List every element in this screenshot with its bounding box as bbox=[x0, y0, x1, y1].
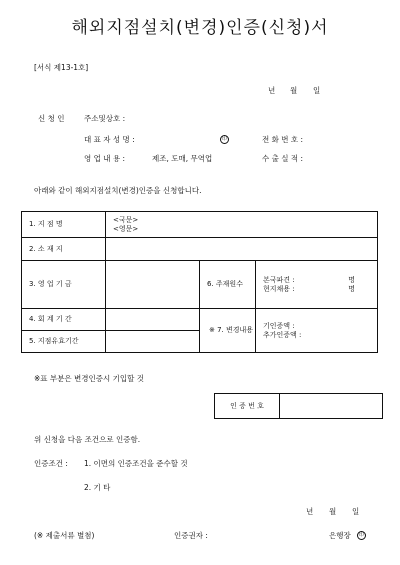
bottom-date-day-label: 일 bbox=[352, 507, 360, 516]
branch-name-label: 1. 지 점 명 bbox=[22, 212, 106, 238]
bottom-date-month-label: 월 bbox=[329, 507, 337, 516]
branch-name-field[interactable] bbox=[106, 212, 378, 238]
date-month-label: 월 bbox=[290, 86, 298, 95]
fiscal-period-field[interactable] bbox=[106, 309, 200, 331]
staff-field[interactable] bbox=[256, 261, 378, 309]
business-content-label: 영 업 내 용 : bbox=[84, 154, 126, 163]
date-day-label: 일 bbox=[313, 86, 321, 95]
representative-name-label: 대 표 자 성 명 : bbox=[84, 135, 135, 144]
form-number: [서식 제13-1호] bbox=[34, 63, 89, 72]
location-field[interactable] bbox=[106, 238, 378, 261]
validity-period-label: 5. 지점유효기간 bbox=[22, 331, 106, 353]
existing-amount-label: 기인증액 : bbox=[263, 321, 295, 330]
date-year-label: 년 bbox=[268, 86, 276, 95]
business-fund-field[interactable] bbox=[106, 261, 200, 309]
location-label: 2. 소 재 지 bbox=[22, 238, 106, 261]
change-detail-field[interactable] bbox=[256, 309, 378, 353]
validity-period-field[interactable] bbox=[106, 331, 200, 353]
change-detail-label: ※ 7. 변경내용 bbox=[200, 309, 256, 353]
applicant-label: 신 청 인 bbox=[38, 114, 65, 123]
document-title: 해외지점설치(변경)인증(신청)서 bbox=[71, 18, 329, 38]
branch-name-korean: <국문> bbox=[113, 215, 139, 224]
export-record-label: 수 출 실 적 : bbox=[262, 154, 304, 163]
authority-label: 인증권자 : bbox=[174, 531, 208, 540]
added-amount-label: 추가인증액 : bbox=[263, 330, 302, 339]
condition-2: 2. 기 타 bbox=[84, 483, 111, 492]
business-fund-label: 3. 영 업 기 금 bbox=[22, 261, 106, 309]
approval-text: 위 신청을 다음 조건으로 인증함. bbox=[34, 435, 141, 444]
dispatched-label: 본국파견 : bbox=[263, 275, 295, 284]
cert-number-field[interactable] bbox=[280, 394, 383, 419]
local-hired-unit: 명 bbox=[348, 284, 355, 293]
conditions-label: 인증조건 : bbox=[34, 459, 68, 468]
bank-manager-seal: 印 bbox=[358, 532, 364, 538]
cert-number-box bbox=[214, 393, 383, 419]
fiscal-period-label: 4. 회 계 기 간 bbox=[22, 309, 106, 331]
branch-name-english: <영문> bbox=[113, 224, 139, 233]
phone-label: 전 화 번 호 : bbox=[262, 135, 304, 144]
business-content-value: 제조, 도매, 무역업 bbox=[152, 154, 213, 163]
local-hired-label: 현지채용 : bbox=[263, 284, 295, 293]
condition-1: 1. 이면의 인증조건을 준수할 것 bbox=[84, 459, 188, 468]
cert-number-label: 인 증 번 호 bbox=[215, 394, 280, 419]
address-company-label: 주소및상호 : bbox=[84, 114, 126, 123]
intro-text: 아래와 같이 해외지점설치(변경)인증을 신청합니다. bbox=[34, 186, 202, 195]
bank-manager-label: 은행장 bbox=[329, 531, 351, 540]
dispatched-unit: 명 bbox=[348, 275, 355, 284]
branch-info-table bbox=[21, 211, 378, 353]
bottom-date-year-label: 년 bbox=[306, 507, 314, 516]
attachment-note: (※ 제출서류 별첨) bbox=[34, 531, 95, 540]
staff-label: 6. 주재원수 bbox=[200, 261, 256, 309]
note-text: ※표 부분은 변경인증시 기입할 것 bbox=[34, 374, 145, 383]
representative-seal: 印 bbox=[221, 136, 227, 142]
